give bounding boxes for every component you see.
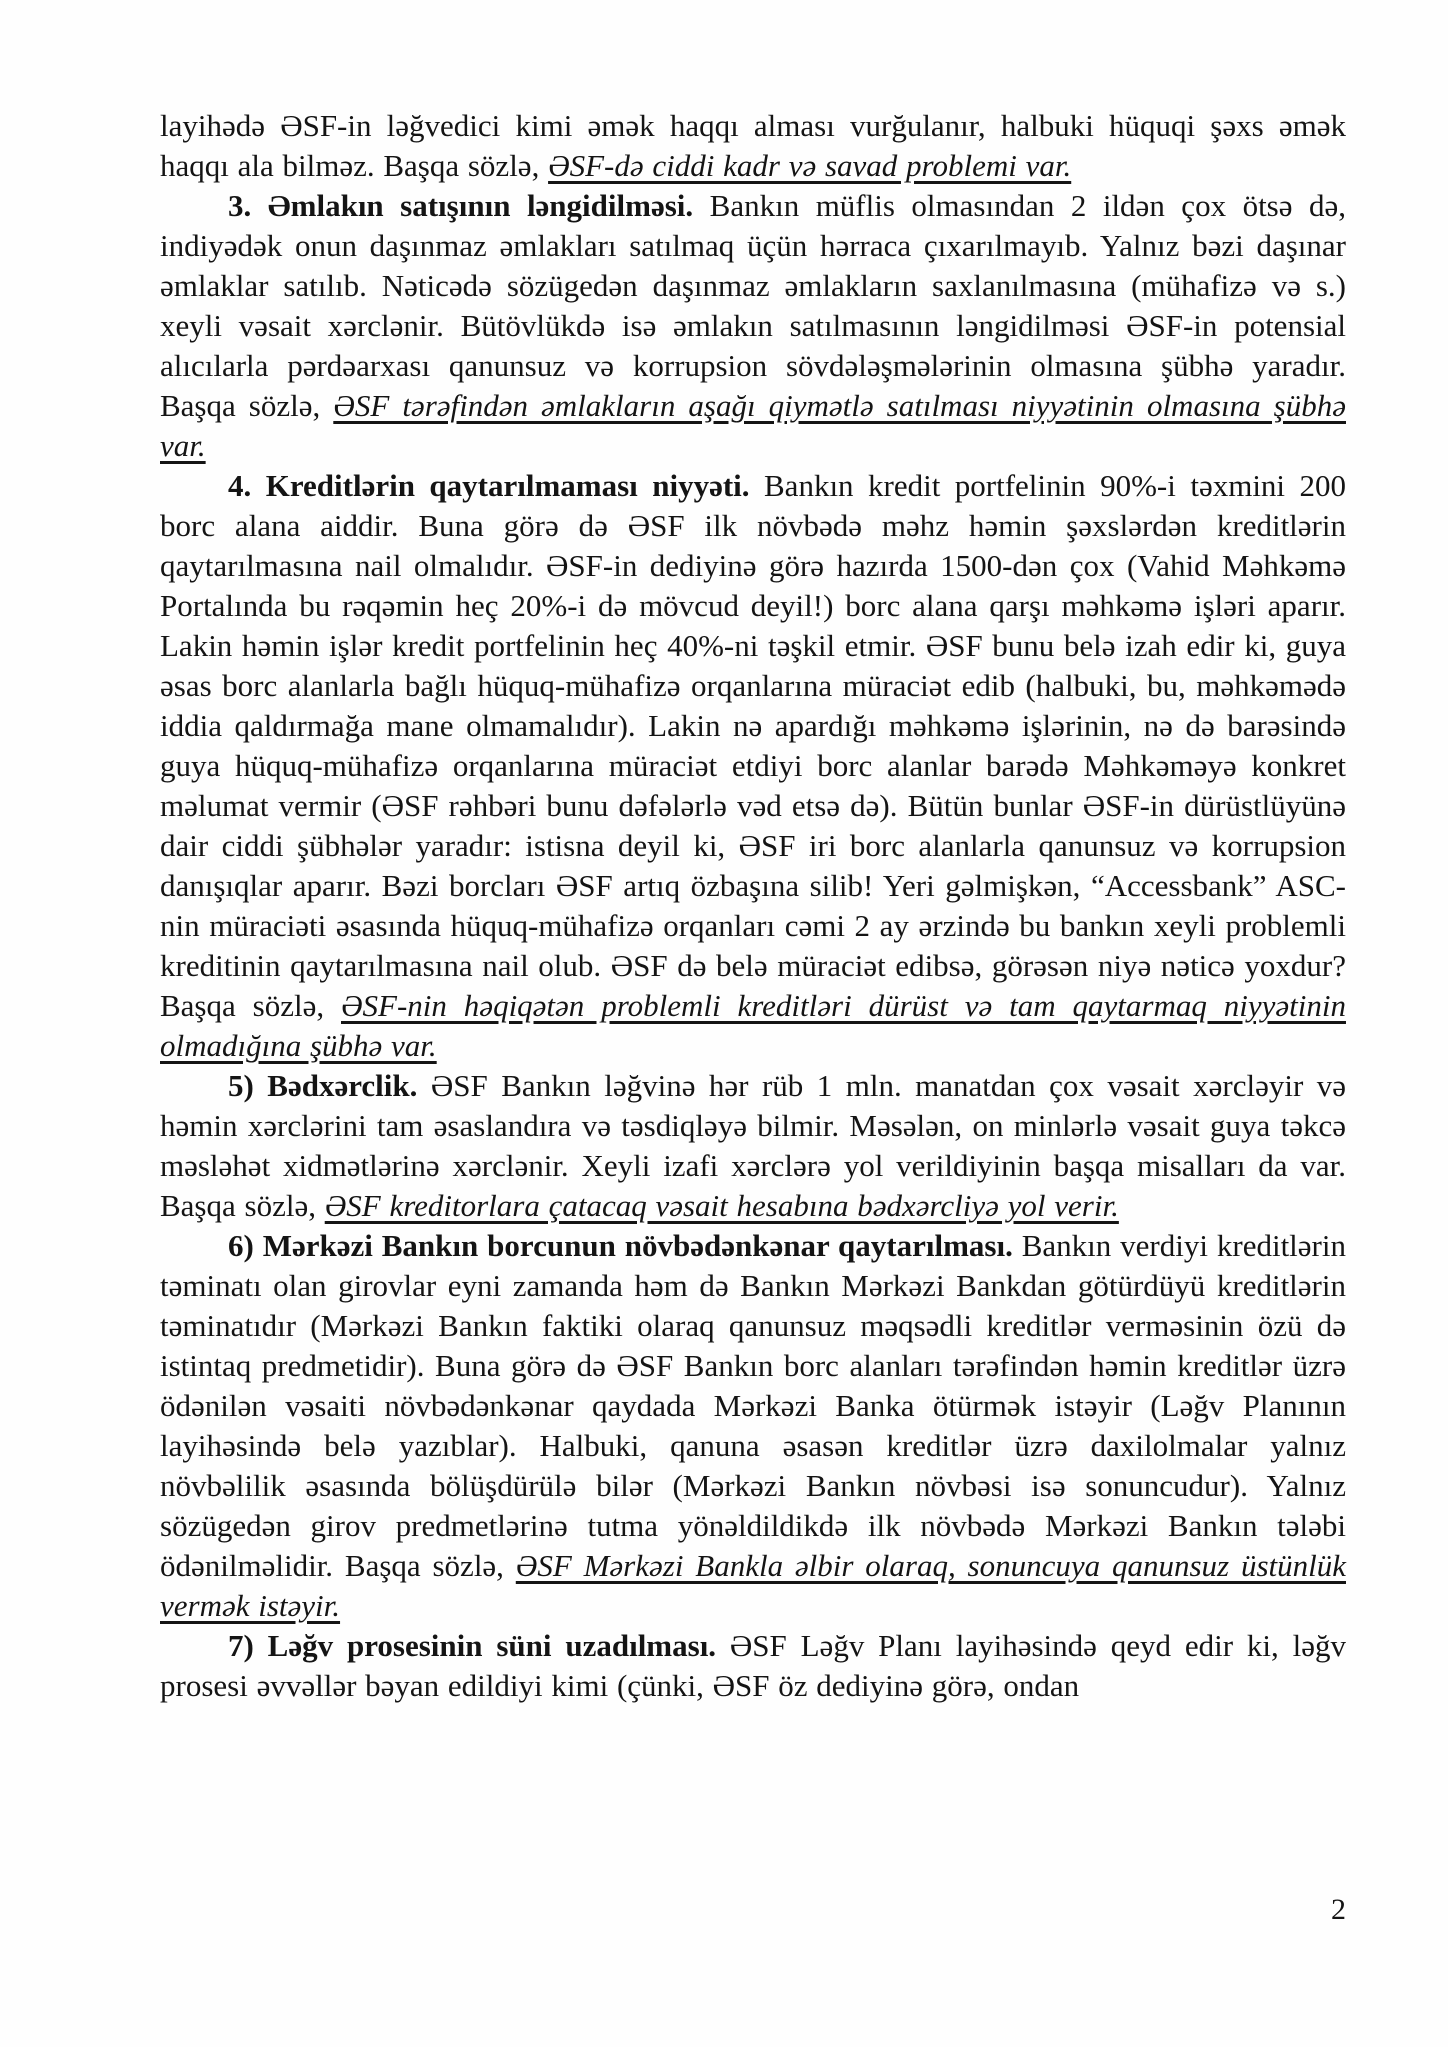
emphasis-run: ƏSF-də ciddi kadr və savad problemi var. [548, 148, 1072, 183]
text-run: ƏSF Bankın ləğvinə hər rüb 1 mln. manatdan çox vəsait xərcləyir və həmin xərclərini tam əsaslandıra və təsdiqləyə bilmir. Məsələn, on minlərlə vəsait guya təkcə məsləhət xidmətlərinə xərclənir. Xeyli izafi xərclərə yol verildiyinin başqa misalları da var. Başqa sözlə, [160, 1068, 1346, 1223]
emphasis-run: ƏSF tərəfindən əmlakların aşağı qiymətlə satılması niyyətinin olmasına şübhə var. [160, 388, 1346, 463]
text-run: ƏSF Ləğv Planı layihəsində qeyd edir ki, ləğv prosesi əvvəllər bəyan edildiyi kimi (çünki, ƏSF öz dediyinə görə, ondan [160, 1628, 1346, 1703]
text-run: Bankın verdiyi kreditlərin təminatı olan girovlar eyni zamanda həm də Bankın Mərkəzi Bankdan götürdüyü kreditlərin təminatıdır (Mərkəzi Bankın faktiki olaraq qanunsuz məqsədli kreditlər verməsinin özü də istintaq predmetidir). Buna görə də ƏSF Bankın borc alanları tərəfindən həmin kreditlər üzrə ödənilən vəsaiti növbədənkənar qaydada Mərkəzi Banka ötürmək istəyir (Ləğv Planının layihəsində belə yazıblar). Halbuki, qanuna əsasən kreditlər üzrə daxilolmalar yalnız növbəlilik əsasında bölüşdürülə bilər (Mərkəzi Bankın növbəsi isə sonuncudur). Yalnız sözügedən girov predmetlərinə tutma yönəldildikdə ilk növbədə Mərkəzi Bankın tələbi ödənilməlidir. Başqa sözlə, [160, 1228, 1346, 1583]
heading-run: 7) Ləğv prosesinin süni uzadılması. [228, 1628, 717, 1663]
heading-run: 6) Mərkəzi Bankın borcunun növbədənkənar qaytarılması. [228, 1228, 1013, 1263]
text-run: Bankın kredit portfelinin 90%-i təxmini 200 borc alana aiddir. Buna görə də ƏSF ilk növbədə məhz həmin şəxslərdən kreditlərin qaytarılmasına nail olmalıdır. ƏSF-in dediyinə görə hazırda 1500-dən çox (Vahid Məhkəmə Portalında bu rəqəmin heç 20%-i də mövcud deyil!) borc alana qarşı məhkəmə işləri aparır. Lakin həmin işlər kredit portfelinin heç 40%-ni təşkil etmir. ƏSF bunu belə izah edir ki, guya əsas borc alanlarla bağlı hüquq-mühafizə orqanlarına müraciət edib (halbuki, bu, məhkəmədə iddia qaldırmağa mane olmamalıdır). Lakin nə apardığı məhkəmə işlərinin, nə də barəsində guya hüquq-mühafizə orqanlarına müraciət etdiyi borc alanlar barədə Məhkəməyə konkret məlumat vermir (ƏSF rəhbəri bunu dəfələrlə vəd etsə də). Bütün bunlar ƏSF-in dürüstlüyünə dair ciddi şübhələr yaradır: istisna deyil ki, ƏSF iri borc alanlarla qanunsuz və korrupsion danışıqlar aparır. Bəzi borcları ƏSF artıq özbaşına silib! Yeri gəlmişkən, “Accessbank” ASC-nin müraciəti əsasında hüquq-mühafizə orqanları cəmi 2 ay ərzində bu bankın xeyli problemli kreditinin qaytarılmasına nail olub. ƏSF də belə müraciət edibsə, görəsən niyə nəticə yoxdur? Başqa sözlə, [160, 468, 1347, 1023]
paragraph [160, 106, 1346, 186]
paragraph [160, 186, 1346, 466]
document-body [160, 106, 1346, 1706]
heading-run: 5) Bədxərclik. [228, 1068, 418, 1103]
emphasis-run: ƏSF Mərkəzi Bankla əlbir olaraq, sonuncuya qanunsuz üstünlük vermək istəyir. [160, 1548, 1346, 1623]
paragraph [160, 466, 1346, 1066]
text-run: Bankın müflis olmasından 2 ildən çox ötsə də, indiyədək onun daşınmaz əmlakları satılmaq üçün hərraca çıxarılmayıb. Yalnız bəzi daşınar əmlaklar satılıb. Nəticədə sözügedən daşınmaz əmlakların saxlanılmasına (mühafizə və s.) xeyli vəsait xərclənir. Bütövlükdə isə əmlakın satılmasının ləngidilməsi ƏSF-in potensial alıcılarla pərdəarxası qanunsuz və korrupsion sövdələşmələrinin olmasına şübhə yaradır. Başqa sözlə, [160, 188, 1347, 423]
emphasis-run: ƏSF kreditorlara çatacaq vəsait hesabına bədxərcliyə yol verir. [324, 1188, 1119, 1223]
paragraph [160, 1226, 1346, 1626]
paragraph [160, 1626, 1346, 1706]
heading-run: 4. Kreditlərin qaytarılmaması niyyəti. [228, 468, 750, 503]
heading-run: 3. Əmlakın satışının ləngidilməsi. [228, 188, 694, 223]
paragraph [160, 1066, 1346, 1226]
page-number: 2 [1331, 1893, 1346, 1926]
emphasis-run: ƏSF-nin həqiqətən problemli kreditləri dürüst və tam qaytarmaq niyyətinin olmadığına şübhə var. [160, 988, 1346, 1063]
text-run: layihədə ƏSF-in ləğvedici kimi əmək haqqı alması vurğulanır, halbuki hüquqi şəxs əmək haqqı ala bilməz. Başqa sözlə, [160, 108, 1346, 183]
